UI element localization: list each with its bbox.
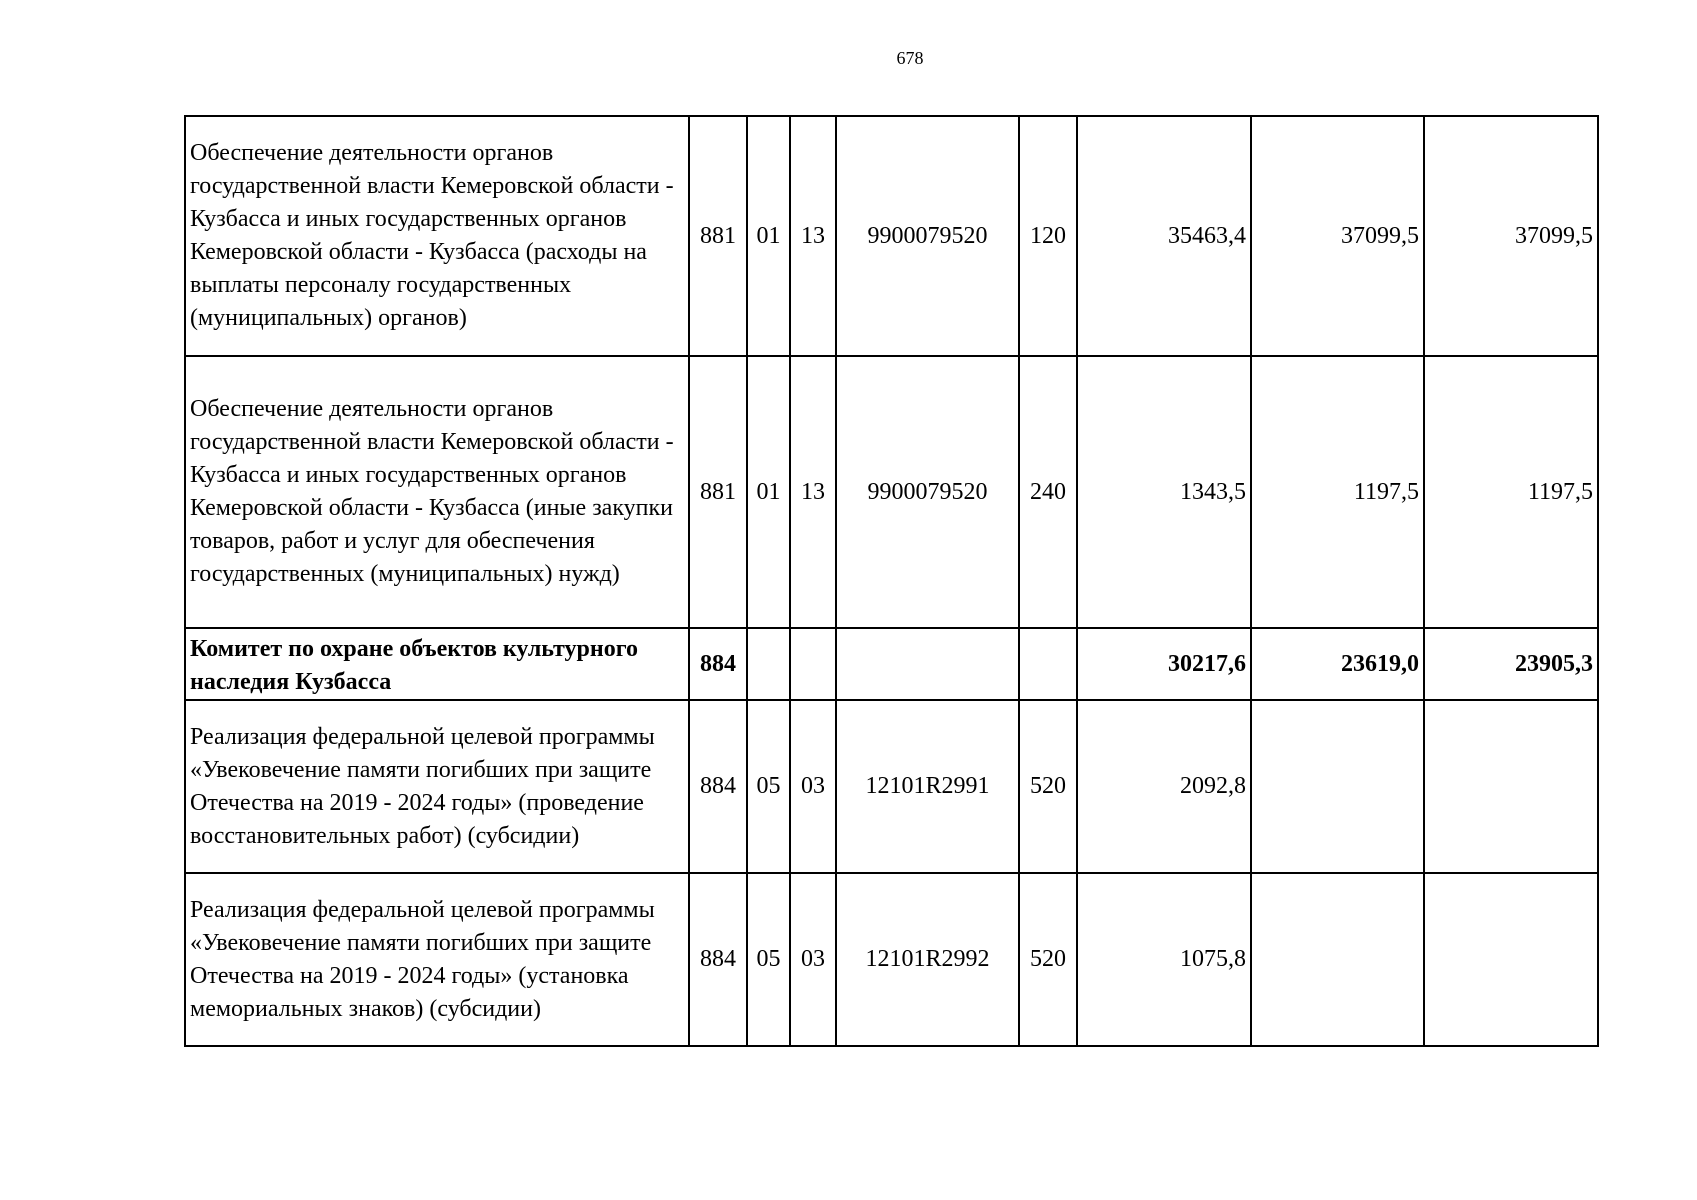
target-article-code: 9900079520: [836, 116, 1019, 356]
table-row: [185, 116, 1598, 356]
amount-year-3: 1197,5: [1424, 356, 1598, 628]
ministry-code: 884: [689, 628, 747, 700]
section-code: 05: [747, 873, 790, 1046]
subsection-code: 13: [790, 356, 836, 628]
expense-type-code: 120: [1019, 116, 1077, 356]
subsection-code: [790, 628, 836, 700]
table-row: [185, 873, 1598, 1046]
amount-year-3: [1424, 700, 1598, 873]
ministry-code: 881: [689, 116, 747, 356]
target-article-code: 9900079520: [836, 356, 1019, 628]
amount-year-2: 23619,0: [1251, 628, 1424, 700]
amount-year-2: [1251, 700, 1424, 873]
row-name: Реализация федеральной целевой программы «Увековечение памяти погибших при защите Отечества на 2019 - 2024 годы» (проведение восстановительных работ) (субсидии): [185, 700, 689, 873]
amount-year-2: 1197,5: [1251, 356, 1424, 628]
ministry-code: 884: [689, 700, 747, 873]
page-number: 678: [896, 48, 924, 68]
table-row: [185, 356, 1598, 628]
expense-type-code: 240: [1019, 356, 1077, 628]
expense-type-code: 520: [1019, 700, 1077, 873]
budget-table: [184, 115, 1599, 1047]
table-row: [185, 700, 1598, 873]
ministry-code: 884: [689, 873, 747, 1046]
subsection-code: 13: [790, 116, 836, 356]
section-code: 01: [747, 116, 790, 356]
target-article-code: 12101R2992: [836, 873, 1019, 1046]
subsection-code: 03: [790, 700, 836, 873]
amount-year-2: [1251, 873, 1424, 1046]
amount-year-1: 1075,8: [1077, 873, 1251, 1046]
amount-year-3: 37099,5: [1424, 116, 1598, 356]
ministry-code: 881: [689, 356, 747, 628]
amount-year-1: 35463,4: [1077, 116, 1251, 356]
subsection-code: 03: [790, 873, 836, 1046]
amount-year-2: 37099,5: [1251, 116, 1424, 356]
section-code: [747, 628, 790, 700]
target-article-code: [836, 628, 1019, 700]
amount-year-3: 23905,3: [1424, 628, 1598, 700]
section-code: 05: [747, 700, 790, 873]
table-row: [185, 628, 1598, 700]
row-name: Реализация федеральной целевой программы «Увековечение памяти погибших при защите Отечества на 2019 - 2024 годы» (установка мемориальных знаков) (субсидии): [185, 873, 689, 1046]
target-article-code: 12101R2991: [836, 700, 1019, 873]
row-name: Обеспечение деятельности органов государственной власти Кемеровской области - Кузбасса и иных государственных органов Кемеровской области - Кузбасса (иные закупки товаров, работ и услуг для обеспечения государственных (муниципальных) нужд): [185, 356, 689, 628]
expense-type-code: [1019, 628, 1077, 700]
amount-year-1: 2092,8: [1077, 700, 1251, 873]
row-name: Комитет по охране объектов культурного наследия Кузбасса: [185, 628, 689, 700]
amount-year-1: 1343,5: [1077, 356, 1251, 628]
amount-year-3: [1424, 873, 1598, 1046]
expense-type-code: 520: [1019, 873, 1077, 1046]
row-name: Обеспечение деятельности органов государственной власти Кемеровской области - Кузбасса и иных государственных органов Кемеровской области - Кузбасса (расходы на выплаты персоналу государственных (муниципальных) органов): [185, 116, 689, 356]
section-code: 01: [747, 356, 790, 628]
amount-year-1: 30217,6: [1077, 628, 1251, 700]
